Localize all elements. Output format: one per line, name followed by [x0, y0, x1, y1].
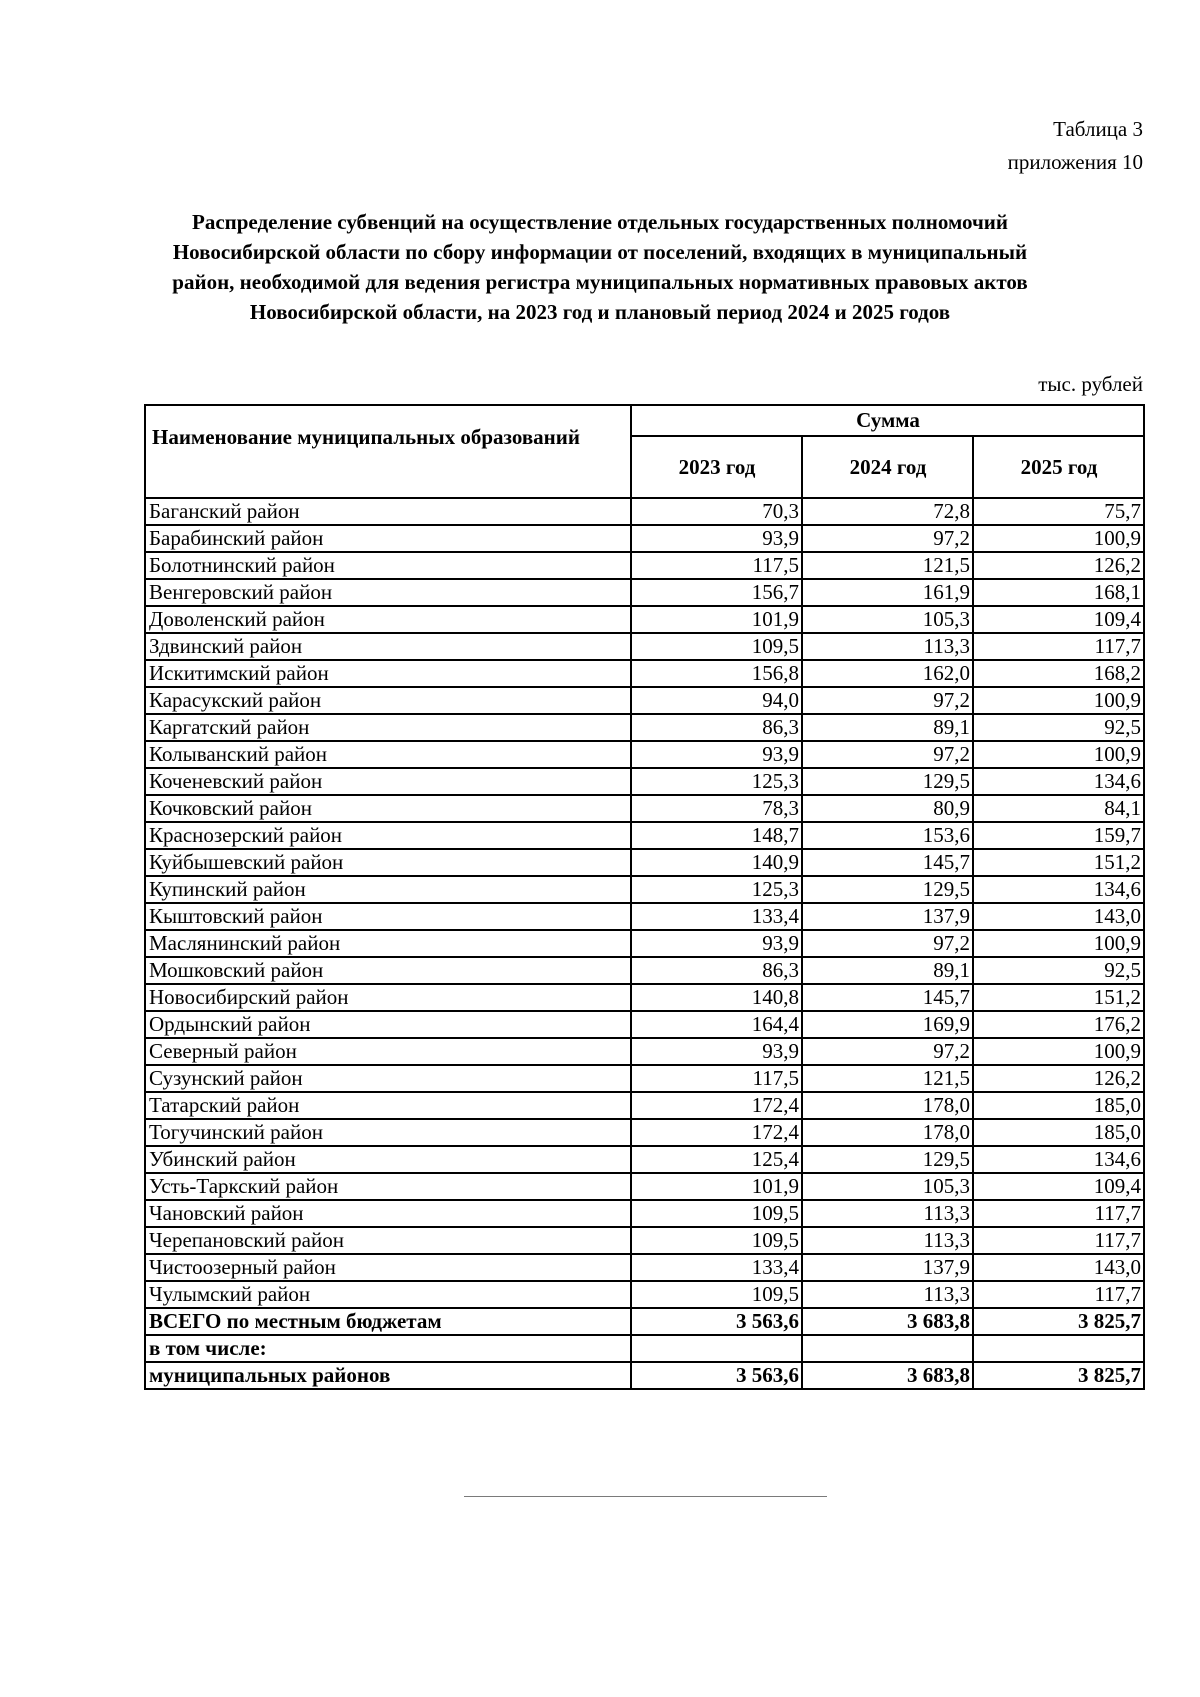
table-row	[145, 579, 1144, 606]
value-2025: 100,9	[973, 930, 1144, 957]
district-name: Искитимский район	[145, 660, 631, 687]
value-2024: 72,8	[802, 498, 973, 525]
value-2024: 113,3	[802, 1281, 973, 1308]
district-name: Болотнинский район	[145, 552, 631, 579]
col-header-2025: 2025 год	[973, 436, 1144, 498]
table-row	[145, 498, 1144, 525]
district-name: Северный район	[145, 1038, 631, 1065]
table-row	[145, 1119, 1144, 1146]
district-name: Чановский район	[145, 1200, 631, 1227]
table-row	[145, 984, 1144, 1011]
municipal-row	[145, 1362, 1144, 1389]
district-name: Мошковский район	[145, 957, 631, 984]
municipal-2025: 3 825,7	[973, 1362, 1144, 1389]
table-row	[145, 1173, 1144, 1200]
table-body	[145, 498, 1144, 1308]
title-line: Распределение субвенций на осуществление отдельных государственных полномочий	[192, 210, 1008, 234]
value-2023: 109,5	[631, 1200, 802, 1227]
table-row	[145, 930, 1144, 957]
value-2023: 148,7	[631, 822, 802, 849]
value-2025: 126,2	[973, 1065, 1144, 1092]
table-row	[145, 606, 1144, 633]
table-row	[145, 525, 1144, 552]
value-2023: 109,5	[631, 1227, 802, 1254]
district-name: Колыванский район	[145, 741, 631, 768]
value-2025: 92,5	[973, 957, 1144, 984]
col-header-sum: Сумма	[631, 405, 1144, 436]
table-row	[145, 714, 1144, 741]
district-name: Здвинский район	[145, 633, 631, 660]
district-name: Барабинский район	[145, 525, 631, 552]
table-row	[145, 1092, 1144, 1119]
value-2023: 140,9	[631, 849, 802, 876]
value-2024: 178,0	[802, 1119, 973, 1146]
value-2024: 105,3	[802, 1173, 973, 1200]
table-row	[145, 1038, 1144, 1065]
table-row	[145, 1227, 1144, 1254]
value-2024: 89,1	[802, 714, 973, 741]
value-2025: 168,2	[973, 660, 1144, 687]
table-row	[145, 768, 1144, 795]
value-2023: 156,8	[631, 660, 802, 687]
table-row	[145, 633, 1144, 660]
table-row	[145, 1011, 1144, 1038]
header-row	[145, 405, 1144, 436]
table-row	[145, 1065, 1144, 1092]
district-name: Куйбышевский район	[145, 849, 631, 876]
table-row	[145, 903, 1144, 930]
district-name: Маслянинский район	[145, 930, 631, 957]
value-2025: 75,7	[973, 498, 1144, 525]
value-2025: 109,4	[973, 606, 1144, 633]
title-line: Новосибирской области, на 2023 год и плановый период 2024 и 2025 годов	[249, 300, 951, 324]
value-2024: 89,1	[802, 957, 973, 984]
district-name: Доволенский район	[145, 606, 631, 633]
value-2023: 78,3	[631, 795, 802, 822]
table-row	[145, 660, 1144, 687]
total-2023: 3 563,6	[631, 1308, 802, 1335]
value-2024: 80,9	[802, 795, 973, 822]
district-name: Чистоозерный район	[145, 1254, 631, 1281]
table-row	[145, 822, 1144, 849]
value-2025: 143,0	[973, 1254, 1144, 1281]
district-name: Чулымский район	[145, 1281, 631, 1308]
value-2023: 117,5	[631, 1065, 802, 1092]
district-name: Баганский район	[145, 498, 631, 525]
table-row	[145, 1281, 1144, 1308]
value-2025: 100,9	[973, 1038, 1144, 1065]
value-2025: 109,4	[973, 1173, 1144, 1200]
value-2025: 134,6	[973, 768, 1144, 795]
value-2023: 101,9	[631, 1173, 802, 1200]
title-line: район, необходимой для ведения регистра муниципальных нормативных правовых актов	[172, 270, 1028, 294]
value-2024: 105,3	[802, 606, 973, 633]
municipal-2024: 3 683,8	[802, 1362, 973, 1389]
value-2025: 117,7	[973, 1281, 1144, 1308]
value-2025: 117,7	[973, 1200, 1144, 1227]
value-2024: 129,5	[802, 876, 973, 903]
value-2023: 125,3	[631, 768, 802, 795]
value-2023: 94,0	[631, 687, 802, 714]
value-2025: 100,9	[973, 687, 1144, 714]
value-2023: 93,9	[631, 930, 802, 957]
value-2025: 126,2	[973, 552, 1144, 579]
value-2024: 129,5	[802, 768, 973, 795]
table-number: Таблица 3	[1053, 117, 1143, 141]
appendix-number: приложения 10	[1007, 150, 1143, 174]
value-2023: 93,9	[631, 1038, 802, 1065]
table-row	[145, 795, 1144, 822]
district-name: Новосибирский район	[145, 984, 631, 1011]
value-2025: 143,0	[973, 903, 1144, 930]
table-row	[145, 876, 1144, 903]
district-name: Ордынский район	[145, 1011, 631, 1038]
subvention-table	[144, 404, 1145, 1390]
value-2023: 172,4	[631, 1119, 802, 1146]
value-2023: 125,4	[631, 1146, 802, 1173]
value-2023: 70,3	[631, 498, 802, 525]
total-2025: 3 825,7	[973, 1308, 1144, 1335]
district-name: Купинский район	[145, 876, 631, 903]
district-name: Черепановский район	[145, 1227, 631, 1254]
value-2025: 176,2	[973, 1011, 1144, 1038]
table-row	[145, 1200, 1144, 1227]
table-row	[145, 741, 1144, 768]
including-row	[145, 1335, 1144, 1362]
title-line: Новосибирской области по сбору информации от поселений, входящих в муниципальный	[172, 240, 1028, 264]
value-2023: 86,3	[631, 957, 802, 984]
value-2023: 164,4	[631, 1011, 802, 1038]
value-2025: 100,9	[973, 741, 1144, 768]
value-2025: 100,9	[973, 525, 1144, 552]
value-2023: 109,5	[631, 1281, 802, 1308]
value-2023: 133,4	[631, 903, 802, 930]
table-row	[145, 552, 1144, 579]
district-name: Татарский район	[145, 1092, 631, 1119]
district-name: Убинский район	[145, 1146, 631, 1173]
value-2025: 159,7	[973, 822, 1144, 849]
value-2025: 185,0	[973, 1119, 1144, 1146]
col-header-2023: 2023 год	[631, 436, 802, 498]
value-2024: 97,2	[802, 1038, 973, 1065]
value-2023: 86,3	[631, 714, 802, 741]
value-2024: 113,3	[802, 1200, 973, 1227]
table-row	[145, 849, 1144, 876]
district-name: Тогучинский район	[145, 1119, 631, 1146]
value-2025: 151,2	[973, 849, 1144, 876]
including-2024	[802, 1335, 973, 1362]
units-label: тыс. рублей	[1038, 372, 1143, 396]
value-2024: 137,9	[802, 1254, 973, 1281]
value-2024: 113,3	[802, 633, 973, 660]
including-label: в том числе:	[145, 1335, 631, 1362]
district-name: Каргатский район	[145, 714, 631, 741]
col-header-name: Наименование муниципальных образований	[145, 405, 631, 498]
district-name: Венгеровский район	[145, 579, 631, 606]
value-2024: 145,7	[802, 849, 973, 876]
document-title	[140, 207, 1060, 327]
district-name: Коченевский район	[145, 768, 631, 795]
table-row	[145, 1254, 1144, 1281]
district-name: Краснозерский район	[145, 822, 631, 849]
municipal-2023: 3 563,6	[631, 1362, 802, 1389]
value-2024: 97,2	[802, 525, 973, 552]
value-2024: 129,5	[802, 1146, 973, 1173]
value-2024: 97,2	[802, 930, 973, 957]
value-2023: 172,4	[631, 1092, 802, 1119]
municipal-label: муниципальных районов	[145, 1362, 631, 1389]
district-name: Кыштовский район	[145, 903, 631, 930]
district-name: Карасукский район	[145, 687, 631, 714]
including-2025	[973, 1335, 1144, 1362]
district-name: Кочковский район	[145, 795, 631, 822]
value-2025: 117,7	[973, 1227, 1144, 1254]
including-2023	[631, 1335, 802, 1362]
total-2024: 3 683,8	[802, 1308, 973, 1335]
value-2025: 185,0	[973, 1092, 1144, 1119]
col-header-2024: 2024 год	[802, 436, 973, 498]
table-row	[145, 687, 1144, 714]
district-name: Усть-Таркский район	[145, 1173, 631, 1200]
value-2023: 117,5	[631, 552, 802, 579]
total-row	[145, 1308, 1144, 1335]
district-name: Сузунский район	[145, 1065, 631, 1092]
value-2024: 153,6	[802, 822, 973, 849]
value-2024: 169,9	[802, 1011, 973, 1038]
value-2024: 137,9	[802, 903, 973, 930]
value-2024: 97,2	[802, 741, 973, 768]
table-row	[145, 1146, 1144, 1173]
value-2024: 162,0	[802, 660, 973, 687]
value-2025: 84,1	[973, 795, 1144, 822]
value-2023: 140,8	[631, 984, 802, 1011]
value-2024: 145,7	[802, 984, 973, 1011]
value-2025: 134,6	[973, 876, 1144, 903]
value-2024: 121,5	[802, 552, 973, 579]
table-row	[145, 957, 1144, 984]
bottom-divider	[464, 1496, 827, 1497]
value-2023: 101,9	[631, 606, 802, 633]
value-2023: 93,9	[631, 525, 802, 552]
value-2024: 121,5	[802, 1065, 973, 1092]
value-2023: 125,3	[631, 876, 802, 903]
value-2025: 168,1	[973, 579, 1144, 606]
value-2023: 133,4	[631, 1254, 802, 1281]
value-2023: 156,7	[631, 579, 802, 606]
value-2025: 151,2	[973, 984, 1144, 1011]
value-2023: 109,5	[631, 633, 802, 660]
value-2024: 113,3	[802, 1227, 973, 1254]
total-label: ВСЕГО по местным бюджетам	[145, 1308, 631, 1335]
value-2025: 117,7	[973, 633, 1144, 660]
value-2025: 134,6	[973, 1146, 1144, 1173]
value-2024: 178,0	[802, 1092, 973, 1119]
value-2023: 93,9	[631, 741, 802, 768]
value-2024: 97,2	[802, 687, 973, 714]
value-2025: 92,5	[973, 714, 1144, 741]
value-2024: 161,9	[802, 579, 973, 606]
